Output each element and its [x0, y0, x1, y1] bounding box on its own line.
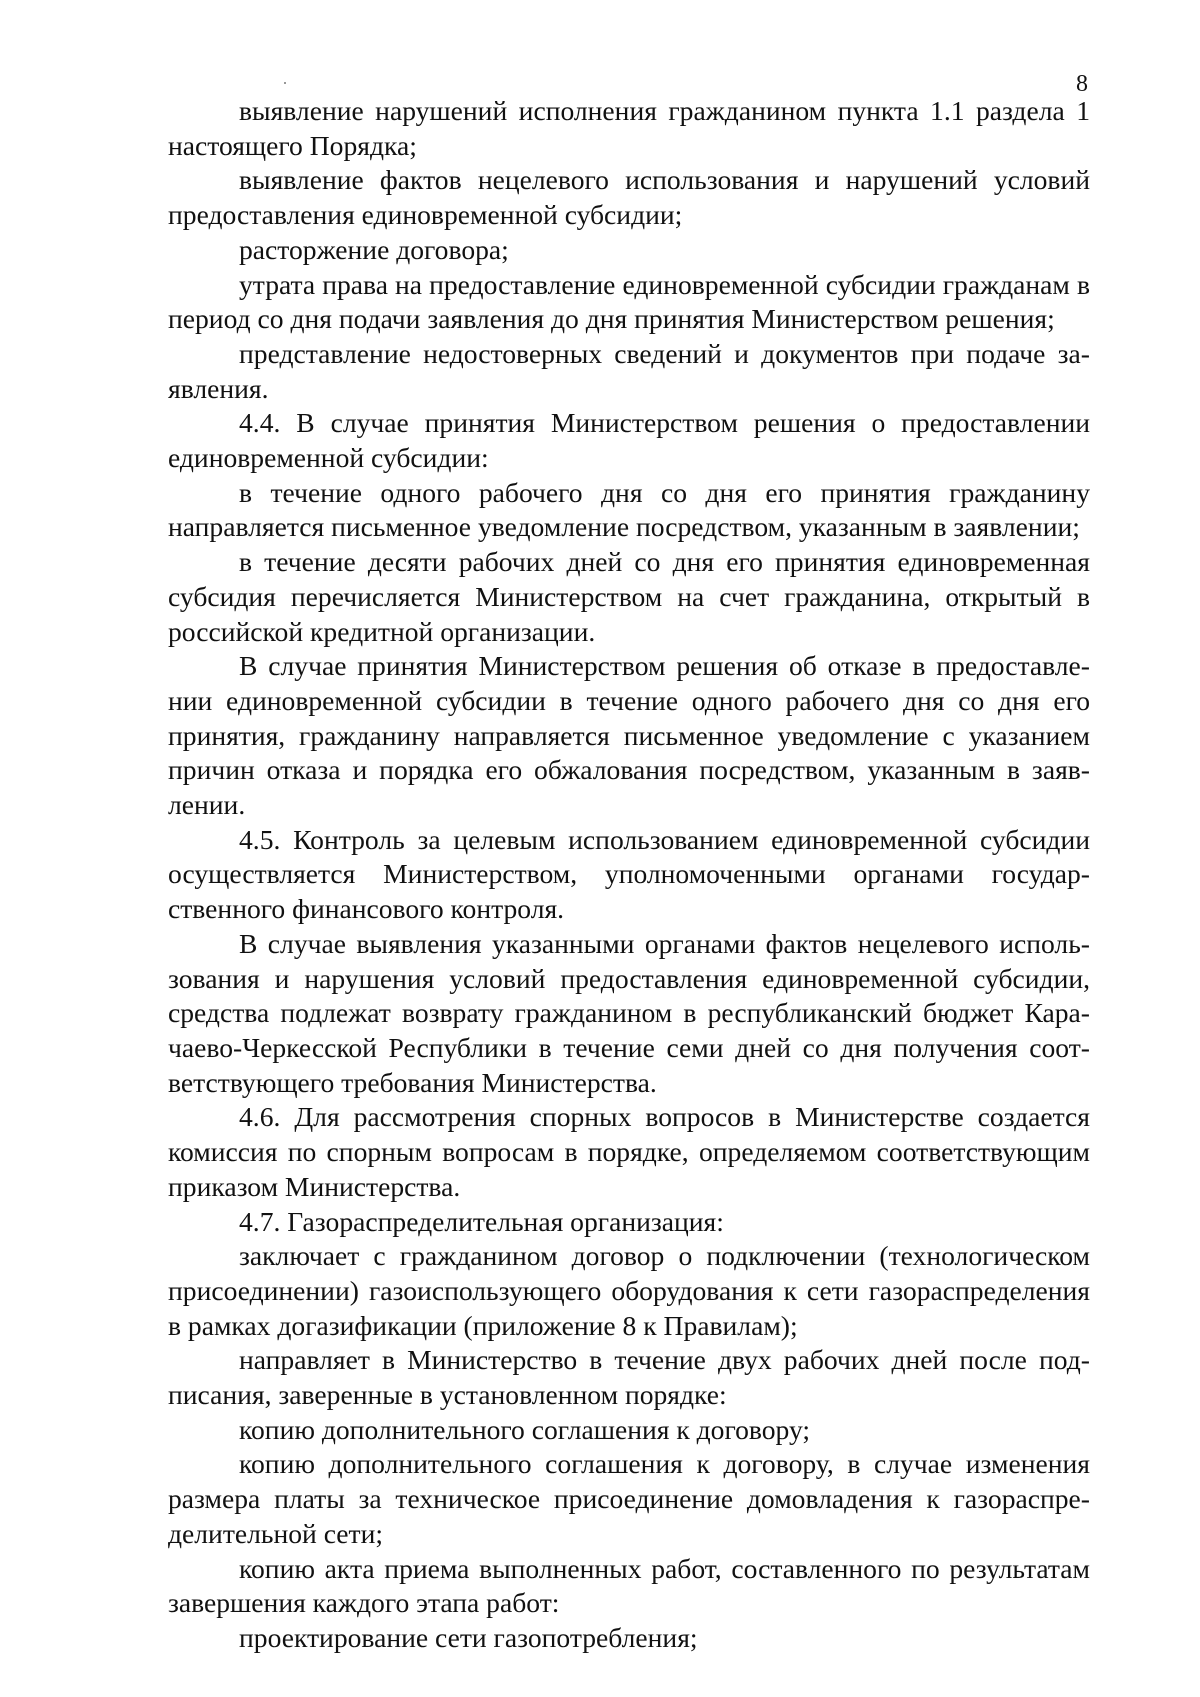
paragraph: расторжение договора;	[239, 233, 509, 265]
paragraph: копию дополнительного соглашения к договору, в случае изменения размера платы за техническое присоединение домовладения к газораспределительной сети;	[168, 1448, 1090, 1549]
paragraph: направляет в Министерство в течение двух рабочих дней после подписания, заверенные в установленном порядке:	[168, 1344, 1090, 1411]
paragraph: копию акта приема выполненных работ, составленного по результатам завершения каждого этапа работ:	[168, 1552, 1090, 1619]
scan-speck	[284, 82, 286, 84]
paragraph: в течение десяти рабочих дней со дня его принятия единовременная субсидия перечисляется Министерством на счет гражданина, открытый в российской кредитной организации.	[168, 546, 1090, 647]
paragraph: выявление нарушений исполнения гражданином пункта 1.1 раздела 1 настоящего Порядка;	[168, 95, 1090, 161]
paragraph: в течение одного рабочего дня со дня его принятия гражданину направляется письменное уведомление посредством, указанным в заявлении;	[168, 476, 1090, 543]
paragraph: 4.6. Для рассмотрения спорных вопросов в Министерстве создается комиссия по спорным вопросам в порядке, определяемом соответствующим приказом Министерства.	[168, 1101, 1090, 1202]
paragraph: заключает с гражданином договор о подключении (технологическом присоединении) газоиспользующего оборудования к сети газораспределения в рамках догазификации (приложение 8 к Правилам);	[168, 1240, 1090, 1341]
paragraph: В случае выявления указанными органами фактов нецелевого использования и нарушения условий предоставления единовременной субсидии, средства подлежат возврату гражданином в республиканский бюджет Карачаево-Черкесской Республики в течение семи дней со дня получения соответствующего требования Министерства.	[168, 927, 1090, 1098]
paragraph: утрата права на предоставление единовременной субсидии гражданам в период со дня подачи заявления до дня принятия Министерством решения;	[168, 268, 1090, 335]
paragraph: проектирование сети газопотребления;	[239, 1621, 698, 1653]
paragraph: 4.4. В случае принятия Министерством решения о предоставлении единовременной субсидии:	[168, 407, 1090, 474]
paragraph: копию дополнительного соглашения к договору;	[239, 1413, 811, 1445]
paragraph: 4.7. Газораспределительная организация:	[239, 1205, 724, 1237]
paragraph: В случае принятия Министерством решения об отказе в предоставлении единовременной субсидии в течение одного рабочего дня со дня его принятия, гражданину направляется письменное уведомление с указанием причин отказа и порядка его обжалования посредством, указанным в заявлении.	[168, 650, 1090, 821]
paragraph: представление недостоверных сведений и документов при подаче заявления.	[168, 337, 1090, 404]
page-number: 8	[1076, 71, 1088, 97]
paragraph: выявление фактов нецелевого использования и нарушений условий предоставления единовременной субсидии;	[168, 164, 1090, 231]
document-body	[168, 94, 1090, 1656]
paragraph: 4.5. Контроль за целевым использованием единовременной субсидии осуществляется Министерством, уполномоченными органами государственного финансового контроля.	[168, 823, 1090, 925]
